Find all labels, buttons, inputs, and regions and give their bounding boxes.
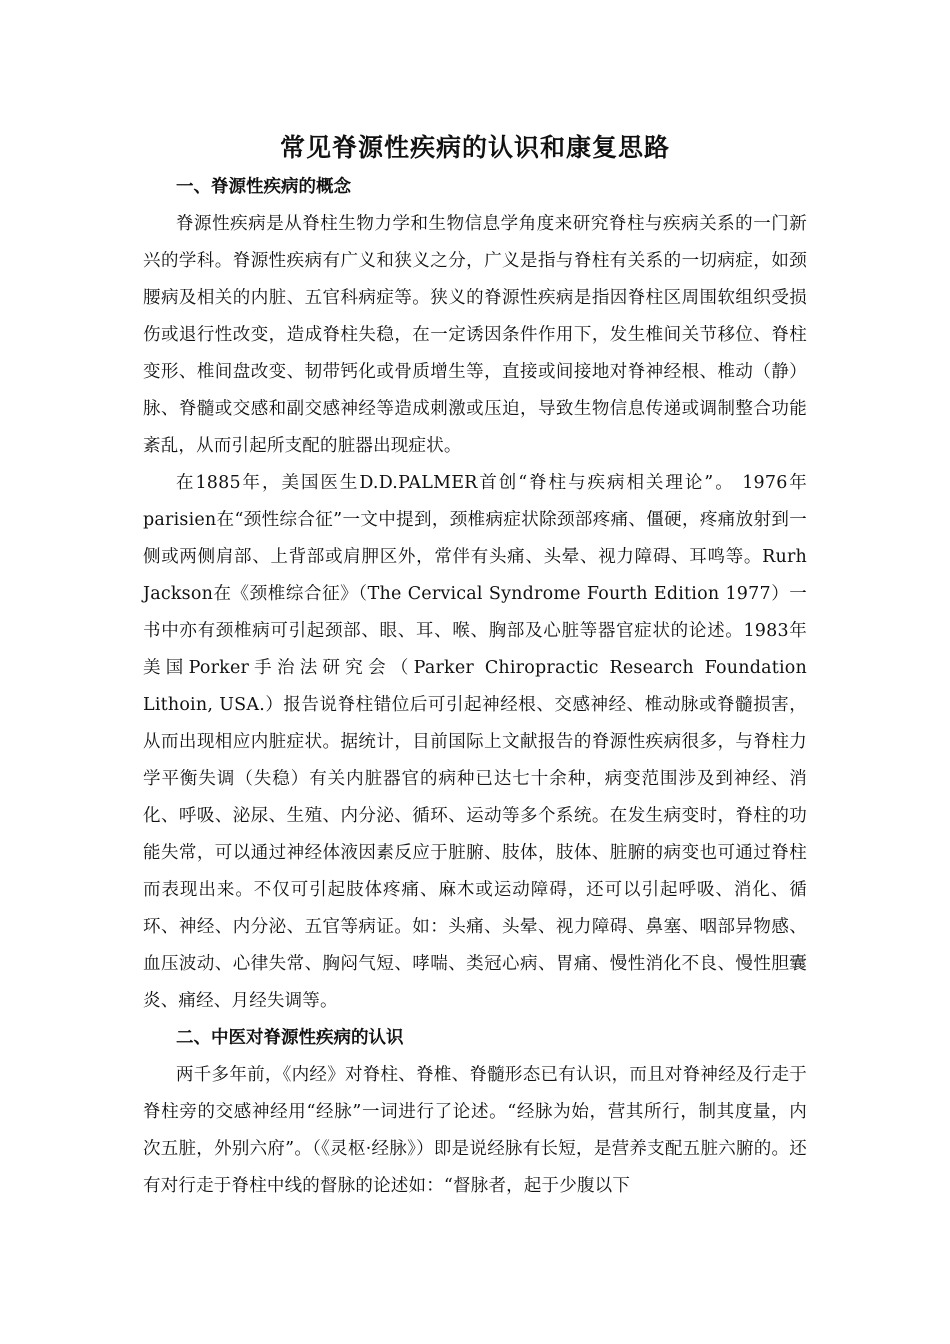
paragraph-concept-history: 在1885年，美国医生D.D.PALMER首创“脊柱与疾病相关理论”。 1976年parisien在“颈性综合征”一文中提到，颈椎病症状除颈部疼痛、僵硬，疼痛放射到一侧或两侧肩部、上背部或肩胛区外，常伴有头痛、头晕、视力障碍、耳鸣等。Rurh Jackson在《颈椎综合征》（The Cervical Syndrome Fourth Edition 1977）一书中亦有颈椎病可引起颈部、眼、耳、喉、胸部及心脏等器官症状的论述。1983年美国Porker手治法研究会（Parker Chiropractic Research Foundation Lithoin, USA.）报告说脊柱错位后可引起神经根、交感神经、椎动脉或脊髓损害，从而出现相应内脏症状。据统计，目前国际上文献报告的脊源性疾病很多，与脊柱力学平衡失调（失稳）有关内脏器官的病种已达七十余种，病变范围涉及到神经、消化、呼吸、泌尿、生殖、内分泌、循环、运动等多个系统。在发生病变时，脊柱的功能失常，可以通过神经体液因素反应于脏腑、肢体，肢体、脏腑的病变也可通过脊柱而表现出来。不仅可引起肢体疼痛、麻木或运动障碍，还可以引起呼吸、消化、循环、神经、内分泌、五官等病证。如：头痛、头晕、视力障碍、鼻塞、咽部异物感、血压波动、心律失常、胸闷气短、哮喘、类冠心病、胃痛、慢性消化不良、慢性胆囊炎、痛经、月经失调等。 (143, 473, 807, 1011)
paragraph-tcm-neijing: 两千多年前，《内经》对脊柱、脊椎、脊髓形态已有认识，而且对脊神经及行走于脊柱旁的交感神经用“经脉”一词进行了论述。“经脉为始，营其所行，制其度量，内次五脏，外别六府”。（《灵枢·经脉》）即是说经脉有长短，是营养支配五脏六腑的。还有对行走于脊柱中线的督脉的论述如：“督脉者，起于少腹以下 (143, 1065, 807, 1196)
paragraph-concept-definition: 脊源性疾病是从脊柱生物力学和生物信息学角度来研究脊柱与疾病关系的一门新兴的学科。脊源性疾病有广义和狭义之分，广义是指与脊柱有关系的一切病症，如颈腰病及相关的内脏、五官科病症等。狭义的脊源性疾病是指因脊柱区周围软组织受损伤或退行性改变，造成脊柱失稳，在一定诱因条件作用下，发生椎间关节移位、脊柱变形、椎间盘改变、韧带钙化或骨质增生等，直接或间接地对脊神经根、椎动（静）脉、脊髓或交感和副交感神经等造成刺激或压迫，导致生物信息传递或调制整合功能紊乱，从而引起所支配的脏器出现症状。 (143, 214, 807, 456)
document-title: 常见脊源性疾病的认识和康复思路 (279, 133, 670, 162)
section-heading-concept: 一、脊源性疾病的概念 (176, 177, 351, 197)
document-body (143, 169, 807, 1205)
section-heading-tcm: 二、中医对脊源性疾病的认识 (176, 1028, 404, 1048)
